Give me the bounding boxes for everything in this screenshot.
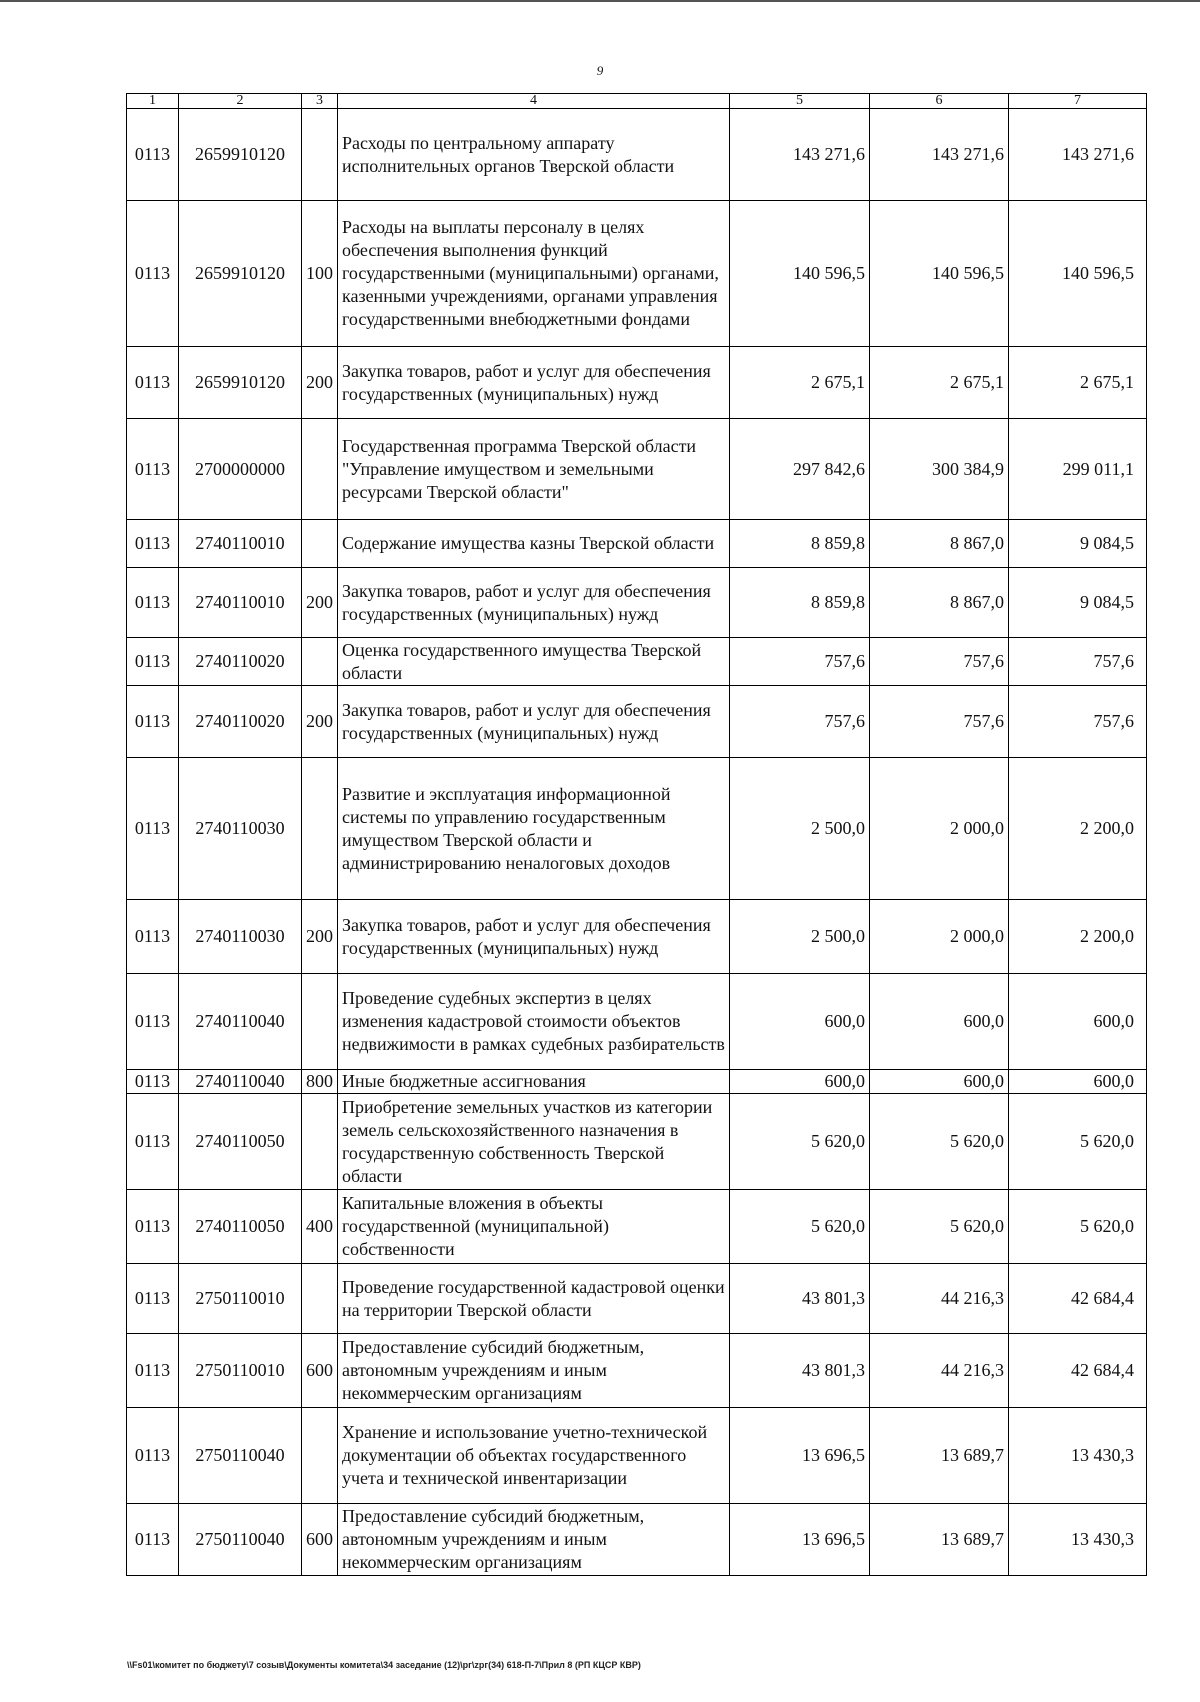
amount-col-5: 5 620,0 (730, 1190, 870, 1264)
table-row (127, 1190, 1147, 1264)
expense-name: Расходы по центральному аппарату исполнительных органов Тверской области (338, 109, 730, 201)
section-code: 0113 (127, 1190, 179, 1264)
amount-col-7: 42 684,4 (1009, 1334, 1147, 1408)
amount-col-5: 2 500,0 (730, 900, 870, 974)
section-code: 0113 (127, 520, 179, 568)
amount-col-7: 299 011,1 (1009, 419, 1147, 520)
target-article-code: 2750110040 (179, 1408, 302, 1504)
table-row (127, 1408, 1147, 1504)
section-code: 0113 (127, 900, 179, 974)
section-code: 0113 (127, 1070, 179, 1094)
table-row (127, 1070, 1147, 1094)
section-code: 0113 (127, 1334, 179, 1408)
target-article-code: 2740110030 (179, 758, 302, 900)
amount-col-7: 757,6 (1009, 686, 1147, 758)
col-header-4: 4 (338, 94, 730, 109)
section-code: 0113 (127, 1408, 179, 1504)
amount-col-7: 2 675,1 (1009, 347, 1147, 419)
target-article-code: 2740110050 (179, 1190, 302, 1264)
target-article-code: 2740110010 (179, 520, 302, 568)
amount-col-5: 600,0 (730, 974, 870, 1070)
expense-name: Предоставление субсидий бюджетным, автономным учреждениям и иным некоммерческим организациям (338, 1504, 730, 1576)
amount-col-6: 8 867,0 (870, 568, 1009, 638)
table-row (127, 1094, 1147, 1190)
expense-name: Содержание имущества казны Тверской области (338, 520, 730, 568)
amount-col-6: 5 620,0 (870, 1094, 1009, 1190)
footer-file-path: \\Fs01\комитет по бюджету\7 созыв\Документы комитета\34 заседание (12)\рг\zрг(34) 618-П-7\Прил 8 (РП КЦСР КВР) (127, 1660, 641, 1670)
target-article-code: 2740110010 (179, 568, 302, 638)
amount-col-6: 143 271,6 (870, 109, 1009, 201)
expense-name: Оценка государственного имущества Тверской области (338, 638, 730, 686)
target-article-code: 2740110040 (179, 974, 302, 1070)
amount-col-6: 2 000,0 (870, 900, 1009, 974)
expense-type-code (302, 974, 338, 1070)
table-row (127, 638, 1147, 686)
amount-col-5: 757,6 (730, 638, 870, 686)
expense-type-code: 600 (302, 1334, 338, 1408)
expense-type-code: 200 (302, 686, 338, 758)
amount-col-7: 2 200,0 (1009, 758, 1147, 900)
expense-name: Предоставление субсидий бюджетным, автономным учреждениям и иным некоммерческим организациям (338, 1334, 730, 1408)
table-row (127, 568, 1147, 638)
expense-name: Капитальные вложения в объекты государственной (муниципальной) собственности (338, 1190, 730, 1264)
amount-col-5: 2 500,0 (730, 758, 870, 900)
target-article-code: 2750110040 (179, 1504, 302, 1576)
amount-col-5: 43 801,3 (730, 1264, 870, 1334)
amount-col-6: 8 867,0 (870, 520, 1009, 568)
section-code: 0113 (127, 758, 179, 900)
table-row (127, 419, 1147, 520)
expense-type-code: 400 (302, 1190, 338, 1264)
target-article-code: 2659910120 (179, 347, 302, 419)
expense-type-code: 200 (302, 568, 338, 638)
col-header-3: 3 (302, 94, 338, 109)
header-row (127, 94, 1147, 109)
amount-col-6: 13 689,7 (870, 1408, 1009, 1504)
expense-name: Государственная программа Тверской области "Управление имуществом и земельными ресурсами Тверской области" (338, 419, 730, 520)
expense-name: Закупка товаров, работ и услуг для обеспечения государственных (муниципальных) нужд (338, 686, 730, 758)
table-row (127, 520, 1147, 568)
scan-edge (0, 0, 1200, 8)
target-article-code: 2740110050 (179, 1094, 302, 1190)
col-header-1: 1 (127, 94, 179, 109)
section-code: 0113 (127, 1264, 179, 1334)
amount-col-6: 757,6 (870, 686, 1009, 758)
amount-col-6: 757,6 (870, 638, 1009, 686)
amount-col-7: 13 430,3 (1009, 1408, 1147, 1504)
section-code: 0113 (127, 347, 179, 419)
target-article-code: 2750110010 (179, 1264, 302, 1334)
table-row (127, 758, 1147, 900)
page-number: 9 (596, 63, 604, 78)
budget-table (126, 93, 1147, 1576)
amount-col-7: 600,0 (1009, 1070, 1147, 1094)
amount-col-5: 143 271,6 (730, 109, 870, 201)
expense-name: Приобретение земельных участков из категории земель сельскохозяйственного назначения в государственную собственность Тверской области (338, 1094, 730, 1190)
target-article-code: 2659910120 (179, 109, 302, 201)
target-article-code: 2740110020 (179, 686, 302, 758)
expense-name: Закупка товаров, работ и услуг для обеспечения государственных (муниципальных) нужд (338, 568, 730, 638)
amount-col-5: 297 842,6 (730, 419, 870, 520)
target-article-code: 2750110010 (179, 1334, 302, 1408)
expense-name: Иные бюджетные ассигнования (338, 1070, 730, 1094)
col-header-2: 2 (179, 94, 302, 109)
amount-col-7: 42 684,4 (1009, 1264, 1147, 1334)
table-row (127, 1504, 1147, 1576)
section-code: 0113 (127, 419, 179, 520)
amount-col-5: 8 859,8 (730, 520, 870, 568)
amount-col-5: 13 696,5 (730, 1504, 870, 1576)
section-code: 0113 (127, 974, 179, 1070)
expense-type-code (302, 419, 338, 520)
target-article-code: 2740110040 (179, 1070, 302, 1094)
amount-col-6: 5 620,0 (870, 1190, 1009, 1264)
amount-col-6: 140 596,5 (870, 201, 1009, 347)
expense-type-code (302, 1094, 338, 1190)
table-row (127, 974, 1147, 1070)
expense-type-code (302, 109, 338, 201)
amount-col-5: 600,0 (730, 1070, 870, 1094)
amount-col-7: 9 084,5 (1009, 520, 1147, 568)
amount-col-7: 2 200,0 (1009, 900, 1147, 974)
amount-col-5: 13 696,5 (730, 1408, 870, 1504)
amount-col-6: 2 675,1 (870, 347, 1009, 419)
target-article-code: 2659910120 (179, 201, 302, 347)
expense-name: Развитие и эксплуатация информационной системы по управлению государственным имуществом Тверской области и администрированию неналоговых доходов (338, 758, 730, 900)
amount-col-5: 43 801,3 (730, 1334, 870, 1408)
section-code: 0113 (127, 568, 179, 638)
col-header-5: 5 (730, 94, 870, 109)
expense-type-code: 600 (302, 1504, 338, 1576)
col-header-6: 6 (870, 94, 1009, 109)
amount-col-7: 5 620,0 (1009, 1094, 1147, 1190)
section-code: 0113 (127, 686, 179, 758)
expense-name: Закупка товаров, работ и услуг для обеспечения государственных (муниципальных) нужд (338, 900, 730, 974)
expense-type-code: 100 (302, 201, 338, 347)
amount-col-7: 13 430,3 (1009, 1504, 1147, 1576)
amount-col-7: 143 271,6 (1009, 109, 1147, 201)
expense-name: Хранение и использование учетно-технической документации об объектах государственного учета и технической инвентаризации (338, 1408, 730, 1504)
section-code: 0113 (127, 1504, 179, 1576)
table-row (127, 686, 1147, 758)
amount-col-5: 140 596,5 (730, 201, 870, 347)
table-row (127, 109, 1147, 201)
amount-col-5: 757,6 (730, 686, 870, 758)
table-row (127, 201, 1147, 347)
amount-col-7: 600,0 (1009, 974, 1147, 1070)
amount-col-7: 9 084,5 (1009, 568, 1147, 638)
expense-name: Закупка товаров, работ и услуг для обеспечения государственных (муниципальных) нужд (338, 347, 730, 419)
expense-name: Проведение судебных экспертиз в целях изменения кадастровой стоимости объектов недвижимости в рамках судебных разбирательств (338, 974, 730, 1070)
target-article-code: 2740110020 (179, 638, 302, 686)
expense-type-code (302, 638, 338, 686)
amount-col-5: 2 675,1 (730, 347, 870, 419)
section-code: 0113 (127, 1094, 179, 1190)
expense-type-code (302, 520, 338, 568)
table-row (127, 1264, 1147, 1334)
expense-name: Расходы на выплаты персоналу в целях обеспечения выполнения функций государственными (муниципальными) органами, казенными учреждениями, органами управления государственными внебюджетными фондами (338, 201, 730, 347)
expense-name: Проведение государственной кадастровой оценки на территории Тверской области (338, 1264, 730, 1334)
amount-col-6: 2 000,0 (870, 758, 1009, 900)
expense-type-code: 200 (302, 347, 338, 419)
amount-col-6: 44 216,3 (870, 1334, 1009, 1408)
expense-type-code (302, 758, 338, 900)
target-article-code: 2700000000 (179, 419, 302, 520)
amount-col-6: 13 689,7 (870, 1504, 1009, 1576)
amount-col-6: 600,0 (870, 1070, 1009, 1094)
section-code: 0113 (127, 638, 179, 686)
table-row (127, 900, 1147, 974)
amount-col-5: 8 859,8 (730, 568, 870, 638)
expense-type-code (302, 1408, 338, 1504)
amount-col-7: 757,6 (1009, 638, 1147, 686)
target-article-code: 2740110030 (179, 900, 302, 974)
section-code: 0113 (127, 201, 179, 347)
col-header-7: 7 (1009, 94, 1147, 109)
section-code: 0113 (127, 109, 179, 201)
amount-col-5: 5 620,0 (730, 1094, 870, 1190)
table-row (127, 1334, 1147, 1408)
amount-col-7: 140 596,5 (1009, 201, 1147, 347)
amount-col-7: 5 620,0 (1009, 1190, 1147, 1264)
amount-col-6: 300 384,9 (870, 419, 1009, 520)
expense-type-code (302, 1264, 338, 1334)
expense-type-code: 200 (302, 900, 338, 974)
amount-col-6: 44 216,3 (870, 1264, 1009, 1334)
table-row (127, 347, 1147, 419)
expense-type-code: 800 (302, 1070, 338, 1094)
amount-col-6: 600,0 (870, 974, 1009, 1070)
